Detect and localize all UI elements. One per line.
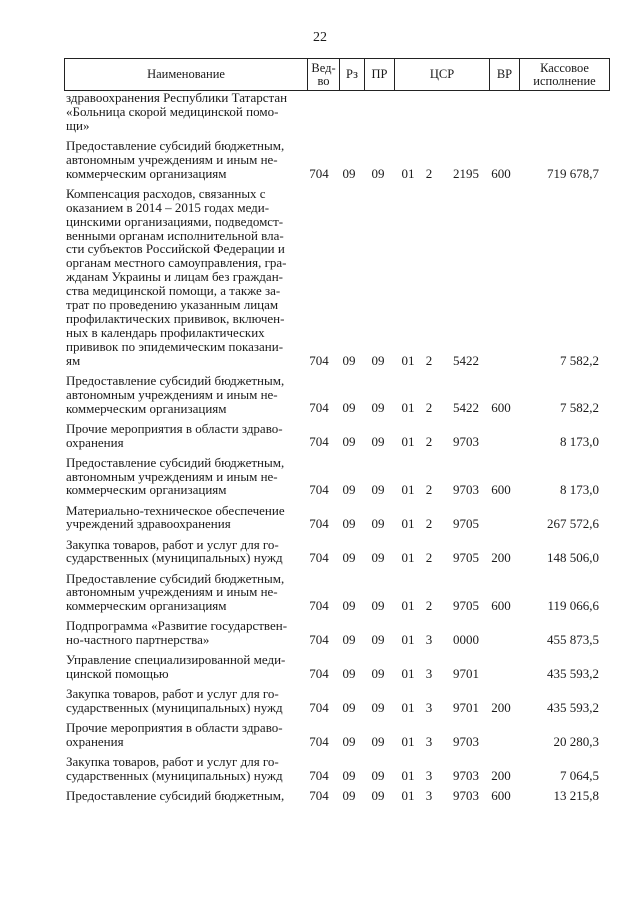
cell-csr-program: 01 xyxy=(401,352,415,368)
cell-ved: 704 xyxy=(309,632,329,648)
cell-ved: 704 xyxy=(309,700,329,716)
cell-pr: 09 xyxy=(371,434,385,450)
name-line: профилактических прививок, включен- xyxy=(66,310,285,326)
cell-amount: 435 593,2 xyxy=(547,700,599,716)
cell-csr-program: 01 xyxy=(401,598,415,614)
name-line: охранения xyxy=(66,734,124,750)
cell-rz: 09 xyxy=(342,482,356,498)
name-line: Компенсация расходов, связанных с xyxy=(66,185,266,201)
name-line: охранения xyxy=(66,434,124,450)
cell-name xyxy=(66,721,294,749)
cell-pr: 09 xyxy=(371,598,385,614)
cell-name xyxy=(66,139,294,181)
cell-rz: 09 xyxy=(342,700,356,716)
cell-name xyxy=(66,187,294,368)
table-row xyxy=(64,422,610,450)
cell-name xyxy=(66,456,294,498)
name-line: сударственных (муниципальных) нужд xyxy=(66,768,283,784)
cell-csr-subprogram: 2 xyxy=(425,482,433,498)
name-line: Прочие мероприятия в области здраво- xyxy=(66,420,283,436)
cell-ved: 704 xyxy=(309,165,329,181)
table-row xyxy=(64,721,610,749)
cell-amount: 435 593,2 xyxy=(547,666,599,682)
cell-amount: 119 066,6 xyxy=(547,598,599,614)
cell-csr-subprogram: 3 xyxy=(425,788,433,804)
cell-rz: 09 xyxy=(342,550,356,566)
cell-csr-subprogram: 3 xyxy=(425,666,433,682)
table-row xyxy=(64,374,610,416)
header-amount: Кассовое исполнение xyxy=(519,59,609,90)
cell-csr-subprogram: 3 xyxy=(425,768,433,784)
cell-csr-item: 9701 xyxy=(453,700,479,716)
cell-name xyxy=(66,653,294,681)
name-line: ства медицинской помощи, а также за- xyxy=(66,283,281,299)
name-line: автономным учреждениям и иным не- xyxy=(66,584,278,600)
cell-pr: 09 xyxy=(371,700,385,716)
cell-rz: 09 xyxy=(342,632,356,648)
name-line: цинскими организациями, подведомст- xyxy=(66,213,284,229)
cell-csr-program: 01 xyxy=(401,768,415,784)
name-line: «Больница скорой медицинской помо- xyxy=(66,103,279,119)
name-line: венными органам исполнительной вла- xyxy=(66,227,284,243)
cell-pr: 09 xyxy=(371,400,385,416)
cell-rz: 09 xyxy=(342,516,356,532)
cell-amount: 20 280,3 xyxy=(553,734,599,750)
name-line: коммерческим организациям xyxy=(66,598,227,614)
cell-ved: 704 xyxy=(309,400,329,416)
name-line: автономным учреждениям и иным не- xyxy=(66,386,278,402)
table-row xyxy=(64,187,610,368)
cell-csr-subprogram: 3 xyxy=(425,734,433,750)
cell-rz: 09 xyxy=(342,165,356,181)
cell-vr: 600 xyxy=(491,482,511,498)
cell-name xyxy=(66,91,294,133)
name-line: Предоставление субсидий бюджетным, xyxy=(66,137,285,153)
cell-csr-program: 01 xyxy=(401,165,415,181)
name-line: щи» xyxy=(66,117,90,133)
cell-csr-program: 01 xyxy=(401,516,415,532)
cell-csr-item: 9705 xyxy=(453,516,479,532)
header-pr: ПР xyxy=(364,59,394,90)
name-line: учреждений здравоохранения xyxy=(66,516,231,532)
cell-amount: 8 173,0 xyxy=(560,434,599,450)
cell-name xyxy=(66,504,294,532)
cell-vr: 200 xyxy=(491,550,511,566)
cell-pr: 09 xyxy=(371,482,385,498)
table-row xyxy=(64,504,610,532)
cell-csr-item: 0000 xyxy=(453,632,479,648)
name-line: коммерческим организациям xyxy=(66,482,227,498)
cell-csr-subprogram: 2 xyxy=(425,598,433,614)
cell-name xyxy=(66,538,294,566)
cell-csr-program: 01 xyxy=(401,666,415,682)
cell-csr-item: 5422 xyxy=(453,400,479,416)
name-line: сударственных (муниципальных) нужд xyxy=(66,700,283,716)
cell-csr-subprogram: 3 xyxy=(425,700,433,716)
cell-rz: 09 xyxy=(342,788,356,804)
cell-pr: 09 xyxy=(371,666,385,682)
name-line: Закупка товаров, работ и услуг для го- xyxy=(66,536,279,552)
cell-ved: 704 xyxy=(309,516,329,532)
cell-ved: 704 xyxy=(309,352,329,368)
cell-csr-subprogram: 2 xyxy=(425,352,433,368)
table-row xyxy=(64,538,610,566)
cell-ved: 704 xyxy=(309,734,329,750)
cell-name xyxy=(66,374,294,416)
cell-amount: 267 572,6 xyxy=(547,516,599,532)
table-row xyxy=(64,755,610,783)
cell-csr-item: 9703 xyxy=(453,768,479,784)
cell-rz: 09 xyxy=(342,434,356,450)
cell-name xyxy=(66,422,294,450)
cell-amount: 13 215,8 xyxy=(553,788,599,804)
table-row xyxy=(64,572,610,614)
table-row xyxy=(64,139,610,181)
name-line: оказанием в 2014 – 2015 годах меди- xyxy=(66,199,270,215)
header-csr: ЦСР xyxy=(394,59,489,90)
table-row xyxy=(64,653,610,681)
cell-vr: 200 xyxy=(491,700,511,716)
cell-pr: 09 xyxy=(371,734,385,750)
name-line: ям xyxy=(66,352,81,368)
name-line: Подпрограмма «Развитие государствен- xyxy=(66,618,288,634)
cell-csr-program: 01 xyxy=(401,632,415,648)
cell-pr: 09 xyxy=(371,768,385,784)
name-line: Закупка товаров, работ и услуг для го- xyxy=(66,686,279,702)
table-row xyxy=(64,91,610,133)
cell-pr: 09 xyxy=(371,352,385,368)
cell-vr: 600 xyxy=(491,400,511,416)
cell-csr-program: 01 xyxy=(401,434,415,450)
cell-vr: 600 xyxy=(491,598,511,614)
name-line: трат по проведению указанным лицам xyxy=(66,297,279,313)
name-line: жданам Украины и лицам без граждан- xyxy=(66,269,283,285)
name-line: органам местного самоуправления, гра- xyxy=(66,255,287,271)
cell-amount: 455 873,5 xyxy=(547,632,599,648)
cell-csr-item: 9703 xyxy=(453,734,479,750)
cell-rz: 09 xyxy=(342,598,356,614)
name-line: Предоставление субсидий бюджетным, xyxy=(66,788,285,804)
page-number: 22 xyxy=(313,30,327,45)
cell-amount: 7 582,2 xyxy=(560,352,599,368)
cell-csr-item: 2195 xyxy=(453,165,479,181)
table-row xyxy=(64,687,610,715)
name-line: Материально-техническое обеспечение xyxy=(66,502,285,518)
cell-csr-program: 01 xyxy=(401,788,415,804)
cell-amount: 8 173,0 xyxy=(560,482,599,498)
cell-csr-item: 9703 xyxy=(453,434,479,450)
cell-csr-item: 9703 xyxy=(453,788,479,804)
cell-csr-subprogram: 2 xyxy=(425,550,433,566)
cell-amount: 7 582,2 xyxy=(560,400,599,416)
name-line: автономным учреждениям и иным не- xyxy=(66,468,278,484)
cell-csr-program: 01 xyxy=(401,400,415,416)
name-line: прививок по эпидемическим показани- xyxy=(66,338,284,354)
cell-amount: 719 678,7 xyxy=(547,165,599,181)
cell-name xyxy=(66,687,294,715)
name-line: сударственных (муниципальных) нужд xyxy=(66,550,283,566)
cell-name xyxy=(66,619,294,647)
cell-name xyxy=(66,572,294,614)
cell-rz: 09 xyxy=(342,734,356,750)
name-line: Управление специализированной меди- xyxy=(66,652,286,668)
table-row xyxy=(64,619,610,647)
cell-ved: 704 xyxy=(309,666,329,682)
cell-csr-subprogram: 3 xyxy=(425,632,433,648)
name-line: автономным учреждениям и иным не- xyxy=(66,151,278,167)
cell-csr-program: 01 xyxy=(401,482,415,498)
cell-ved: 704 xyxy=(309,550,329,566)
cell-csr-item: 9705 xyxy=(453,598,479,614)
cell-csr-item: 9703 xyxy=(453,482,479,498)
table-row xyxy=(64,789,610,803)
cell-pr: 09 xyxy=(371,550,385,566)
cell-pr: 09 xyxy=(371,165,385,181)
cell-amount: 7 064,5 xyxy=(560,768,599,784)
cell-csr-item: 9701 xyxy=(453,666,479,682)
name-line: здравоохранения Республики Татарстан xyxy=(66,90,288,105)
name-line: но-частного партнерства» xyxy=(66,632,210,648)
cell-vr: 200 xyxy=(491,768,511,784)
cell-rz: 09 xyxy=(342,768,356,784)
name-line: Закупка товаров, работ и услуг для го- xyxy=(66,754,279,770)
header-ved: Вед-во xyxy=(307,59,339,90)
name-line: коммерческим организациям xyxy=(66,165,227,181)
cell-rz: 09 xyxy=(342,666,356,682)
name-line: Прочие мероприятия в области здраво- xyxy=(66,720,283,736)
cell-csr-subprogram: 2 xyxy=(425,516,433,532)
cell-csr-program: 01 xyxy=(401,734,415,750)
table-header xyxy=(64,58,610,91)
name-line: Предоставление субсидий бюджетным, xyxy=(66,570,285,586)
cell-csr-program: 01 xyxy=(401,550,415,566)
cell-amount: 148 506,0 xyxy=(547,550,599,566)
table-row xyxy=(64,456,610,498)
name-line: коммерческим организациям xyxy=(66,400,227,416)
cell-ved: 704 xyxy=(309,482,329,498)
cell-csr-subprogram: 2 xyxy=(425,165,433,181)
cell-rz: 09 xyxy=(342,352,356,368)
cell-pr: 09 xyxy=(371,516,385,532)
cell-csr-item: 5422 xyxy=(453,352,479,368)
cell-csr-item: 9705 xyxy=(453,550,479,566)
header-vr: ВР xyxy=(489,59,519,90)
name-line: цинской помощью xyxy=(66,666,169,682)
cell-vr: 600 xyxy=(491,165,511,181)
cell-ved: 704 xyxy=(309,598,329,614)
cell-vr: 600 xyxy=(491,788,511,804)
cell-csr-program: 01 xyxy=(401,700,415,716)
cell-pr: 09 xyxy=(371,788,385,804)
cell-name xyxy=(66,755,294,783)
cell-rz: 09 xyxy=(342,400,356,416)
name-line: Предоставление субсидий бюджетным, xyxy=(66,372,285,388)
header-name: Наименование xyxy=(147,67,225,81)
cell-ved: 704 xyxy=(309,768,329,784)
name-line: Предоставление субсидий бюджетным, xyxy=(66,454,285,470)
cell-pr: 09 xyxy=(371,632,385,648)
name-line: ных в календарь профилактических xyxy=(66,324,265,340)
cell-ved: 704 xyxy=(309,788,329,804)
header-rz: Рз xyxy=(339,59,364,90)
cell-ved: 704 xyxy=(309,434,329,450)
cell-name xyxy=(66,789,294,803)
cell-csr-subprogram: 2 xyxy=(425,434,433,450)
cell-csr-subprogram: 2 xyxy=(425,400,433,416)
name-line: сти субъектов Российской Федерации и xyxy=(66,241,285,257)
